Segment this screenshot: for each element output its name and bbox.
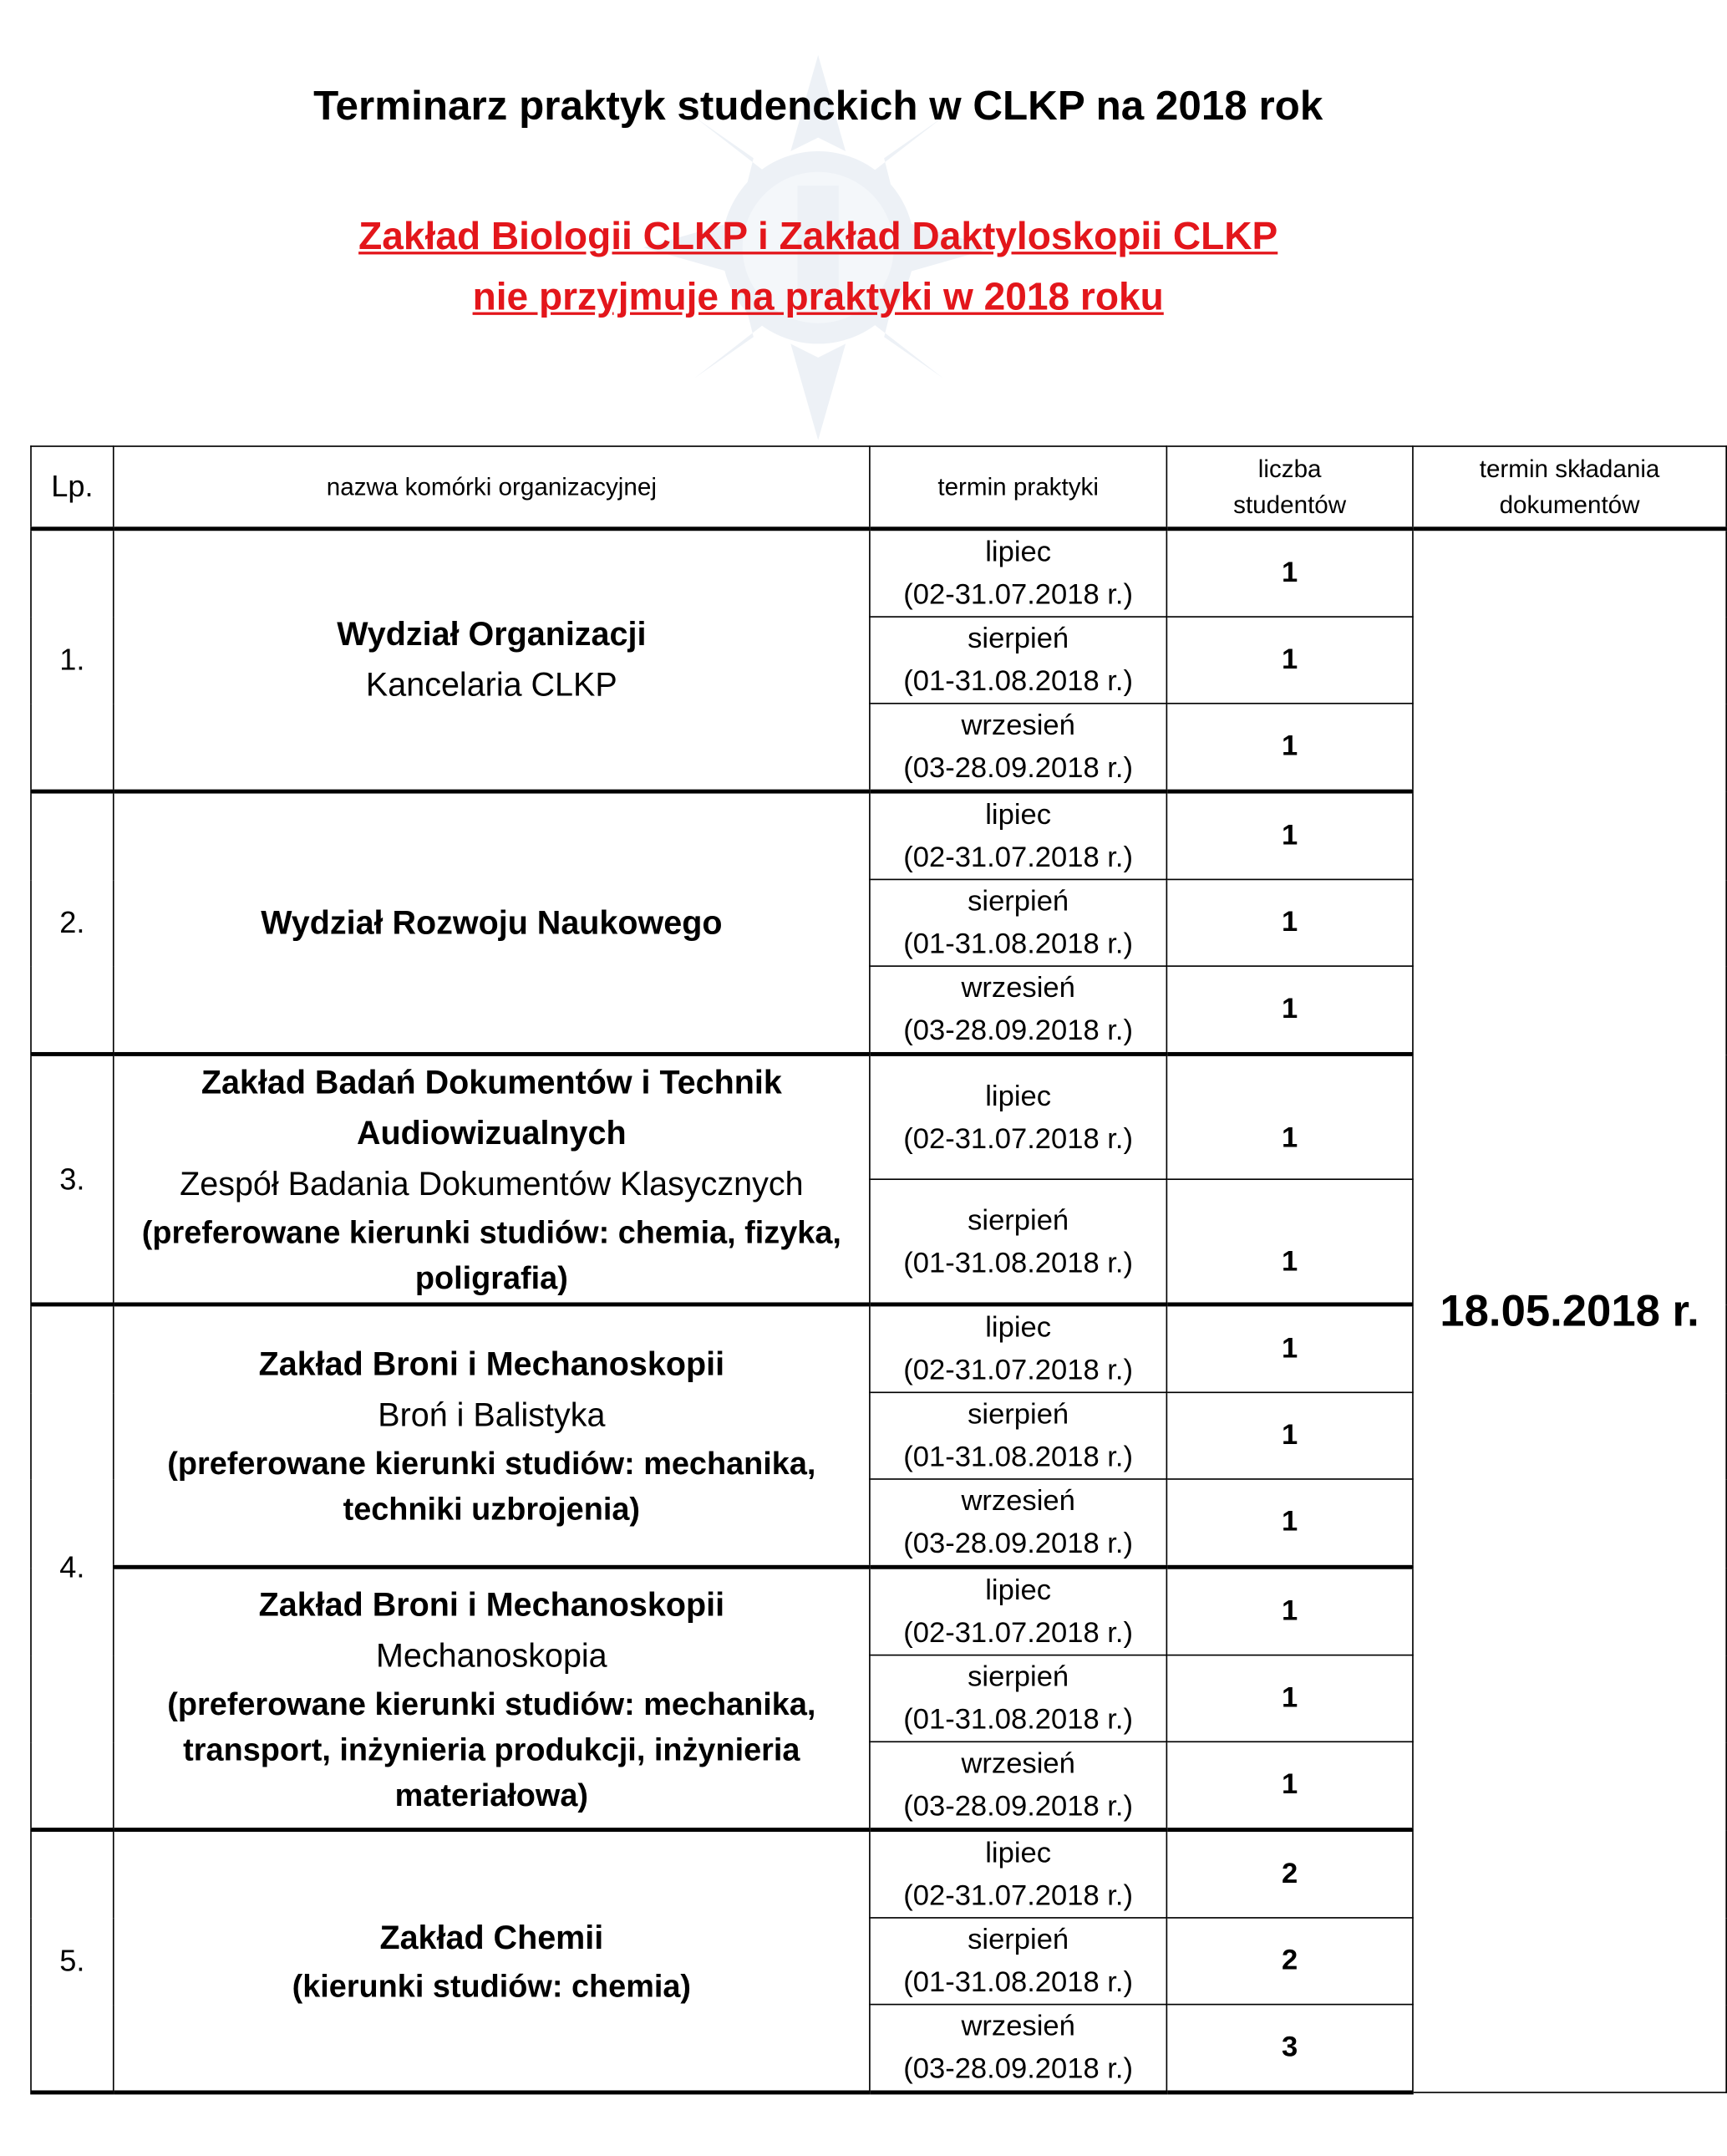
term-range: (03-28.09.2018 r.)	[903, 1528, 1134, 1560]
unit-sub: Zespół Badania Dokumentów Klasycznych	[180, 1166, 804, 1203]
header-count-line-2: studentów	[1233, 491, 1347, 519]
row-number: 5.	[31, 1830, 114, 2092]
term-range: (02-31.07.2018 r.)	[903, 1879, 1134, 1912]
term-cell	[870, 1054, 1166, 1179]
student-count: 1	[1166, 966, 1413, 1054]
unit-cell	[114, 1567, 870, 1829]
unit-name: Zakład Broni i Mechanoskopii	[258, 1346, 725, 1384]
student-count: 1	[1166, 617, 1413, 704]
header-unit: nazwa komórki organizacyjnej	[114, 446, 870, 529]
unit-cell	[114, 1304, 870, 1567]
term-month: lipiec	[985, 799, 1052, 831]
unit-cell	[114, 529, 870, 791]
term-range: (01-31.08.2018 r.)	[903, 1704, 1134, 1736]
student-count: 1	[1166, 1479, 1413, 1567]
student-count: 1	[1166, 1567, 1413, 1655]
term-range: (02-31.07.2018 r.)	[903, 1617, 1134, 1650]
term-cell	[870, 1304, 1166, 1392]
header-deadline-line-2: dokumentów	[1499, 491, 1640, 519]
term-month: sierpień	[968, 885, 1069, 918]
term-cell	[870, 879, 1166, 966]
term-range: (01-31.08.2018 r.)	[903, 665, 1134, 698]
term-cell	[870, 1742, 1166, 1829]
term-month: wrzesień	[961, 972, 1075, 1004]
term-month: lipiec	[985, 1080, 1052, 1112]
unit-name: Zakład Broni i Mechanoskopii	[258, 1586, 725, 1624]
header-deadline-line-1: termin składania	[1479, 455, 1660, 483]
term-range: (01-31.08.2018 r.)	[903, 1966, 1134, 1999]
term-range: (01-31.08.2018 r.)	[903, 928, 1134, 960]
term-range: (01-31.08.2018 r.)	[903, 1246, 1134, 1279]
term-range: (03-28.09.2018 r.)	[903, 1014, 1134, 1047]
notice-line-2: nie przyjmuje na praktyki w 2018 roku	[472, 275, 1164, 318]
term-range: (01-31.08.2018 r.)	[903, 1441, 1134, 1473]
term-cell	[870, 617, 1166, 704]
unit-name: Zakład Chemii	[379, 1920, 604, 1957]
term-cell	[870, 966, 1166, 1054]
student-count: 1	[1166, 1392, 1413, 1479]
unit-name: Wydział Rozwoju Naukowego	[261, 904, 723, 942]
term-month: wrzesień	[961, 1485, 1075, 1518]
unit-sub: Mechanoskopia	[375, 1637, 607, 1675]
notice-line-1: Zakład Biologii CLKP i Zakład Daktyloskopii CLKP	[358, 214, 1278, 257]
term-month: lipiec	[985, 1574, 1052, 1607]
unit-sub: Broń i Balistyka	[378, 1397, 606, 1435]
term-cell	[870, 1918, 1166, 2005]
unit-note: (preferowane kierunki studiów: chemia, fizyka, poligrafia)	[141, 1214, 841, 1296]
term-cell	[870, 1655, 1166, 1742]
student-count: 1	[1166, 529, 1413, 617]
header-count-line-1: liczba	[1257, 455, 1322, 483]
student-count: 1	[1166, 704, 1413, 791]
term-month: lipiec	[985, 1311, 1052, 1344]
row-number: 2.	[31, 791, 114, 1054]
header-count	[1166, 446, 1413, 529]
term-month: sierpień	[968, 1398, 1069, 1431]
term-range: (03-28.09.2018 r.)	[903, 1790, 1134, 1823]
student-count: 3	[1166, 2005, 1413, 2092]
term-cell	[870, 529, 1166, 617]
student-count: 1	[1166, 791, 1413, 879]
term-cell	[870, 1479, 1166, 1567]
term-month: sierpień	[968, 623, 1069, 655]
student-count: 1	[1166, 879, 1413, 966]
unit-name: Wydział Organizacji	[337, 616, 647, 653]
term-cell	[870, 1567, 1166, 1655]
header-lp: Lp.	[31, 446, 114, 529]
table-row	[31, 529, 1726, 617]
term-range: (03-28.09.2018 r.)	[903, 2053, 1134, 2085]
student-count: 2	[1166, 1918, 1413, 2005]
unit-note: (preferowane kierunki studiów: mechanika, techniki uzbrojenia)	[167, 1445, 816, 1527]
term-range: (02-31.07.2018 r.)	[903, 842, 1134, 874]
term-cell	[870, 791, 1166, 879]
term-month: lipiec	[985, 1837, 1052, 1869]
term-month: wrzesień	[961, 1747, 1075, 1780]
unit-cell	[114, 791, 870, 1054]
term-cell	[870, 2005, 1166, 2092]
unit-note: (kierunki studiów: chemia)	[292, 1967, 692, 2004]
unit-sub: Kancelaria CLKP	[365, 667, 617, 704]
term-month: lipiec	[985, 536, 1052, 568]
row-number: 4.	[31, 1304, 114, 1830]
student-count: 1	[1166, 1655, 1413, 1742]
term-month: wrzesień	[961, 2011, 1075, 2042]
header-row	[31, 446, 1726, 529]
term-cell	[870, 1179, 1166, 1304]
deadline-cell: 18.05.2018 r.	[1413, 529, 1726, 2092]
unit-note: (preferowane kierunki studiów: mechanika, transport, inżynieria produkcji, inżynieria materiałowa)	[167, 1685, 816, 1813]
student-count: 1	[1166, 1742, 1413, 1829]
notice	[0, 206, 1636, 328]
student-count: 2	[1166, 1830, 1413, 1918]
term-month: sierpień	[968, 1924, 1069, 1956]
student-count: 1	[1166, 1179, 1413, 1304]
term-month: sierpień	[968, 1661, 1069, 1693]
term-range: (02-31.07.2018 r.)	[903, 578, 1134, 611]
student-count: 1	[1166, 1304, 1413, 1392]
page-title: Terminarz praktyk studenckich w CLKP na 2018 rok	[313, 84, 1323, 130]
unit-cell	[114, 1054, 870, 1304]
term-range: (03-28.09.2018 r.)	[903, 752, 1134, 785]
term-range: (02-31.07.2018 r.)	[903, 1122, 1134, 1155]
header-deadline	[1413, 446, 1726, 529]
student-count: 1	[1166, 1054, 1413, 1179]
row-number: 1.	[31, 529, 114, 791]
term-cell	[870, 1830, 1166, 1918]
term-cell	[870, 1392, 1166, 1479]
term-month: sierpień	[968, 1203, 1069, 1236]
internship-schedule-table	[30, 445, 1727, 2094]
term-month: wrzesień	[961, 709, 1075, 742]
unit-cell	[114, 1830, 870, 2092]
header-term: termin praktyki	[870, 446, 1166, 529]
row-number: 3.	[31, 1054, 114, 1304]
term-range: (02-31.07.2018 r.)	[903, 1355, 1134, 1386]
term-cell	[870, 704, 1166, 791]
unit-name: Zakład Badań Dokumentów i Technik Audiowizualnych	[201, 1064, 782, 1153]
